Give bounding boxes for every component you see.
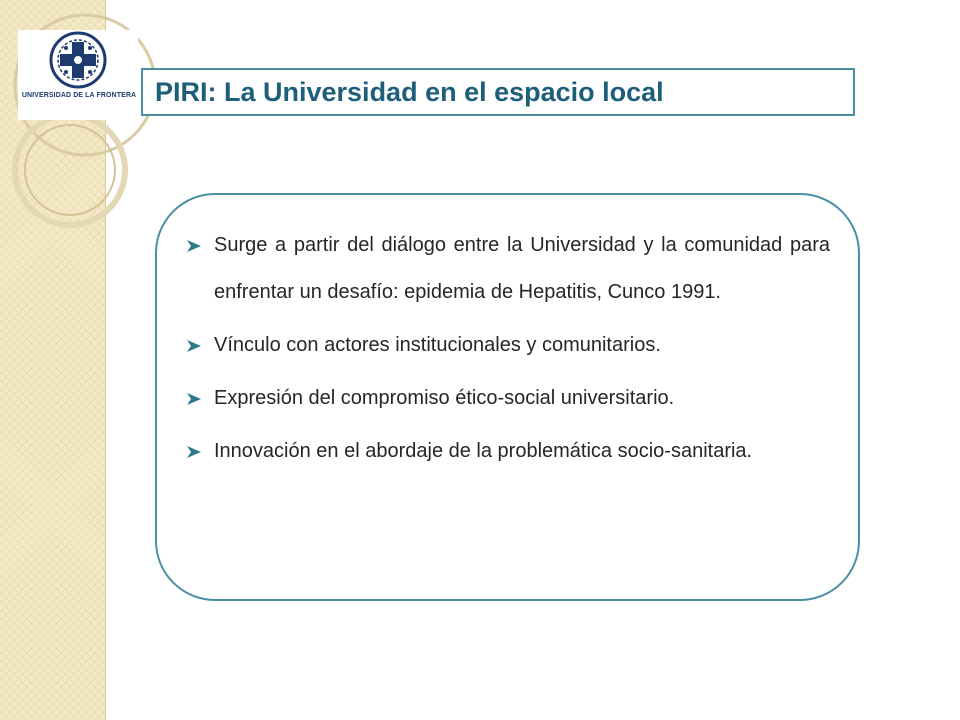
bullet-text: Vínculo con actores institucionales y comunitarios.	[214, 334, 661, 356]
list-item	[186, 375, 830, 422]
bullet-list	[186, 222, 830, 481]
arrowhead-bullet-icon	[186, 338, 202, 354]
list-item	[186, 322, 830, 369]
title-box	[141, 68, 855, 116]
list-item	[186, 428, 830, 475]
logo-caption: UNIVERSIDAD DE LA FRONTERA	[21, 92, 137, 99]
page-title: PIRI: La Universidad en el espacio local	[155, 76, 664, 107]
arrowhead-bullet-icon	[186, 444, 202, 460]
list-item	[186, 222, 830, 316]
arrowhead-bullet-icon	[186, 238, 202, 254]
bullet-text: Innovación en el abordaje de la problemática socio-sanitaria.	[214, 440, 753, 462]
bullet-text: Surge a partir del diálogo entre la Universidad y la comunidad para enfrentar un desafío: epidemia de Hepatitis, Cunco 1991.	[214, 234, 830, 303]
university-seal-icon	[18, 30, 138, 92]
bullet-text: Expresión del compromiso ético-social universitario.	[214, 387, 675, 409]
university-logo	[18, 30, 138, 120]
arrowhead-bullet-icon	[186, 391, 202, 407]
